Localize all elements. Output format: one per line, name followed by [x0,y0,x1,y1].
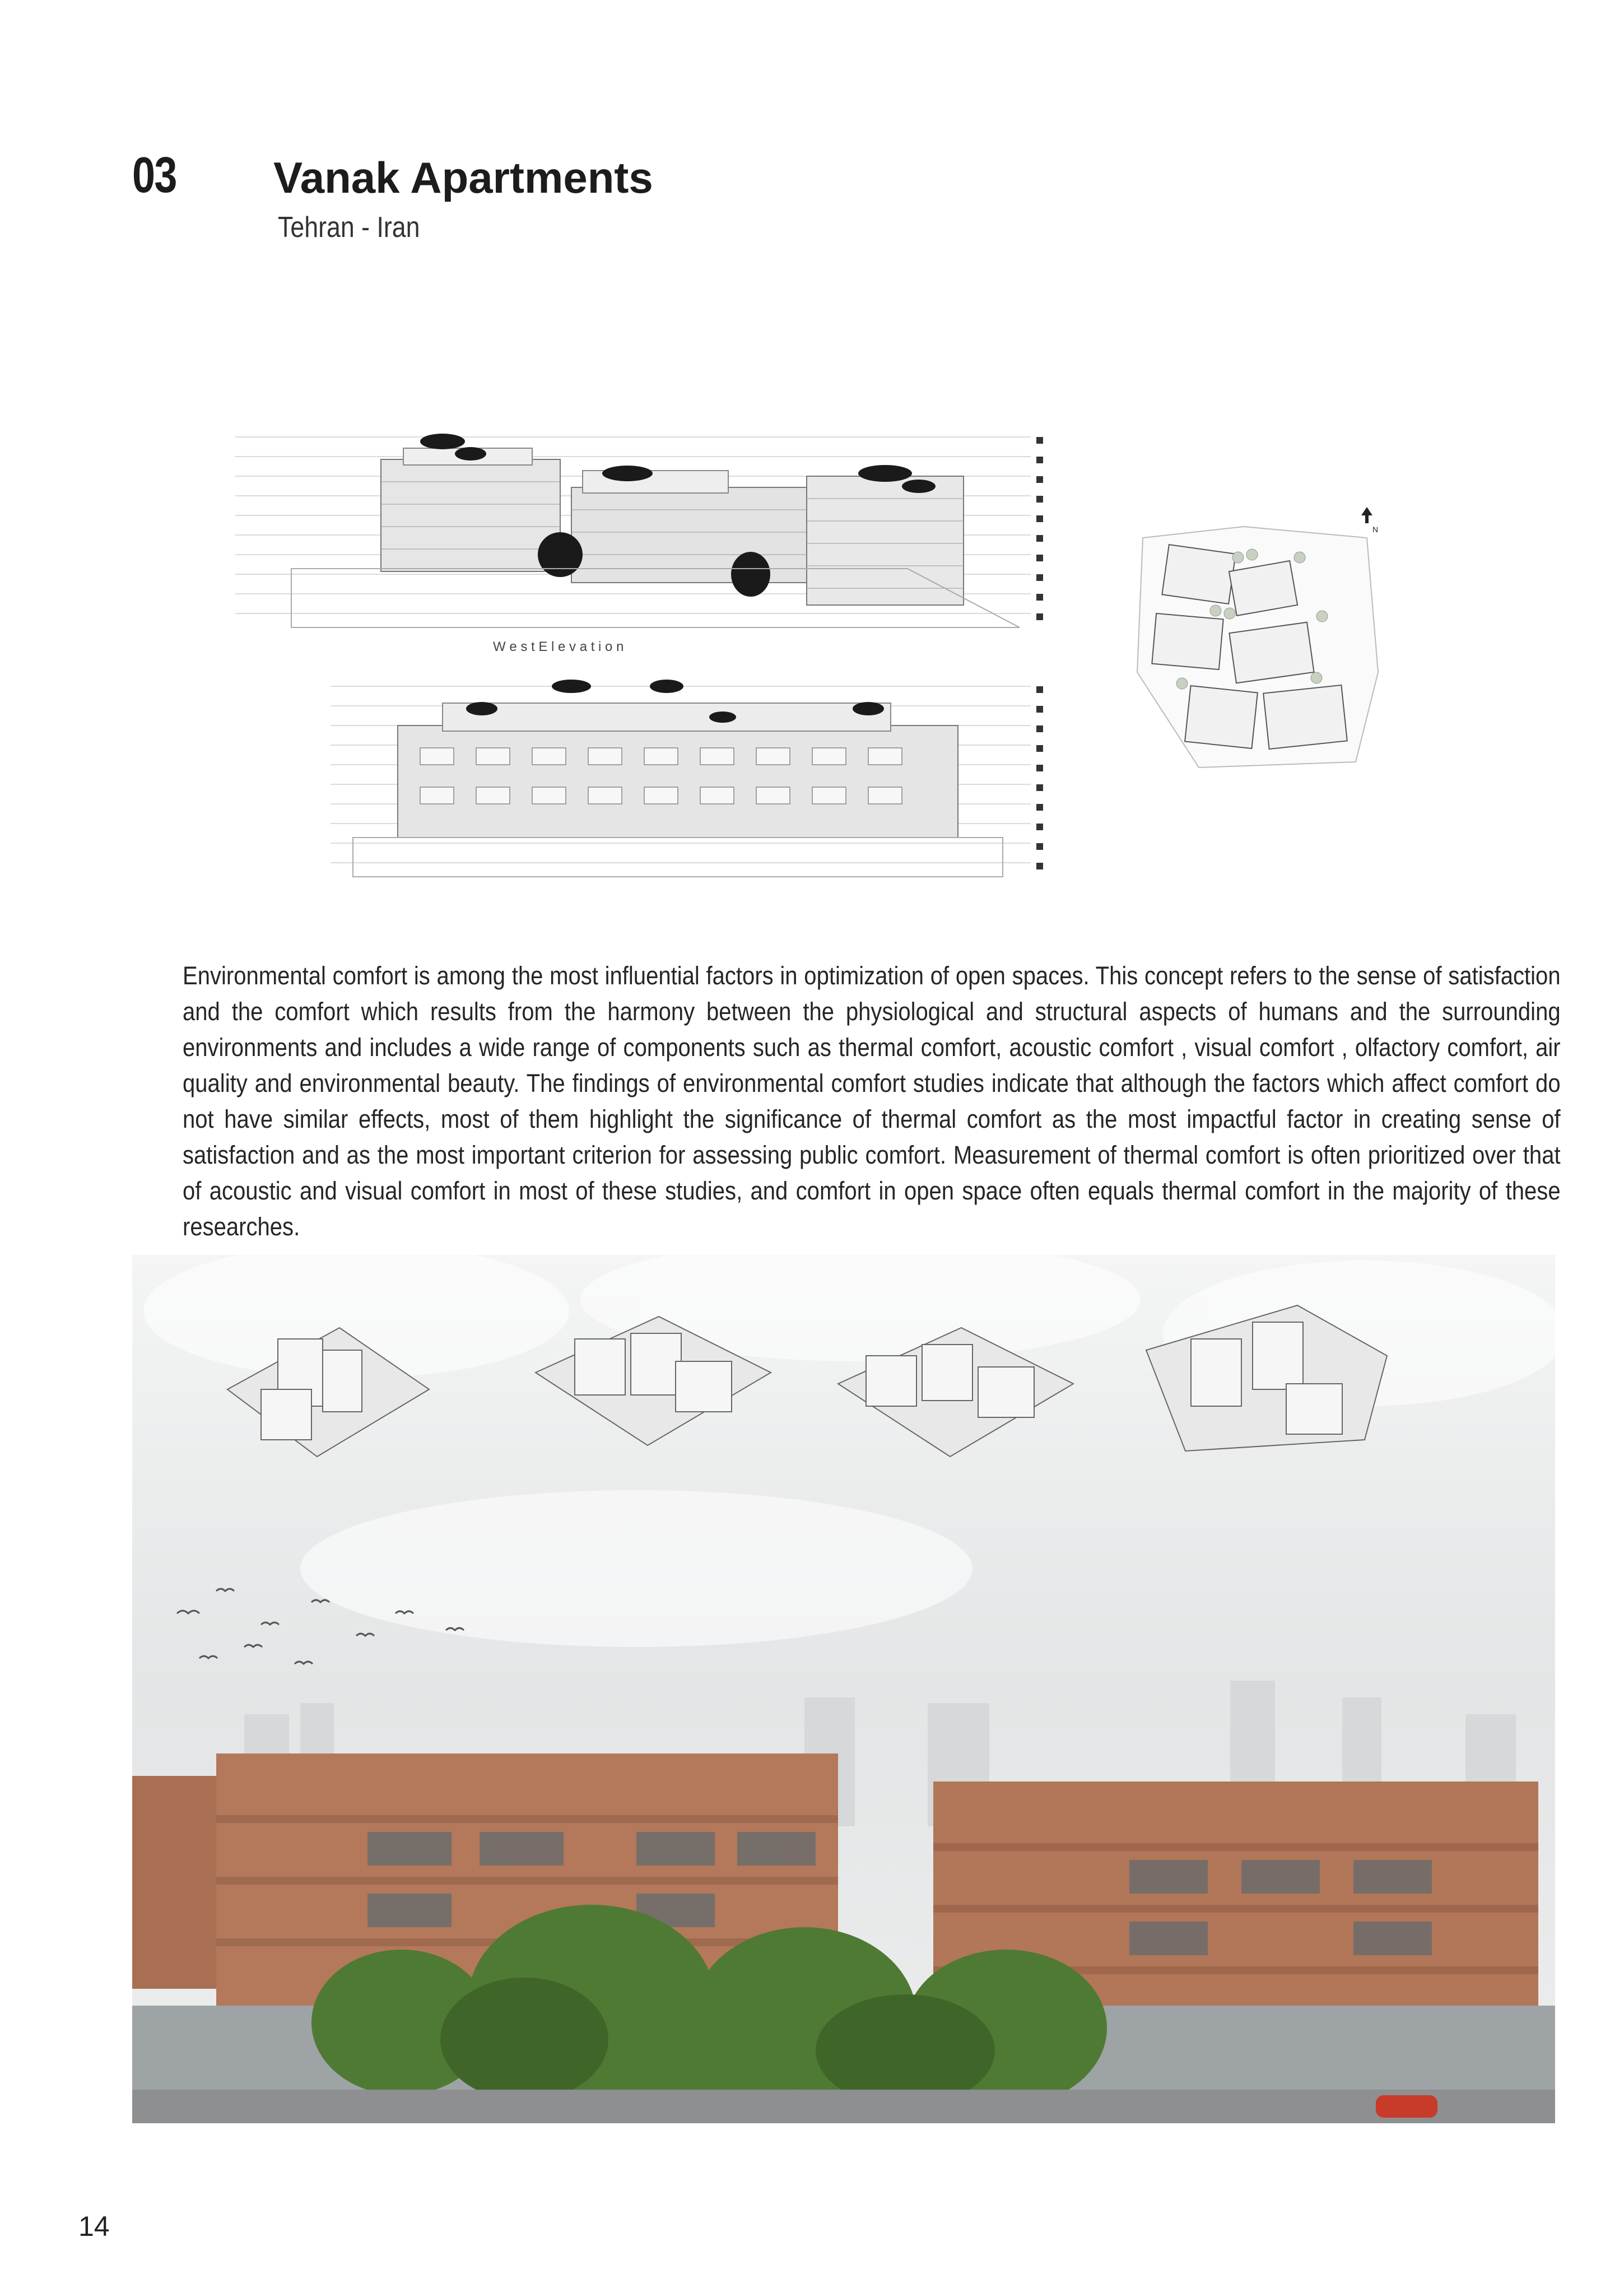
page-number: 14 [78,2211,110,2242]
north-arrow-label: N [1372,525,1379,534]
site-plan-drawing [1132,504,1389,784]
project-rendering [132,1255,1555,2123]
west-elevation-drawing [235,426,1087,661]
west-elevation-label: W e s t E l e v a t i o n [493,639,624,654]
body-paragraph: Environmental comfort is among the most influential factors in optimization of open spaces. This concept refers to the sense of satisfaction and the comfort which results from the harmony between the physiological and structural aspects of humans and the surrounding environments and includes a wide range of components such as thermal comfort, acoustic comfort , visual comfort , olfactory comfort, air quality and environmental beauty. The findings of environmental comfort studies indicate that although the factors which affect comfort do not have similar effects, most of them highlight the significance of thermal comfort as the most impactful factor in creating sense of satisfaction and as the most important criterion for assessing public comfort. Measurement of thermal comfort is often prioritized over that of acoustic and visual comfort in most of these studies, and comfort in open space often equals thermal comfort in the majority of these researches. [183,961,1561,1241]
project-title: Vanak Apartments [273,153,653,202]
project-location: Tehran - Iran [278,211,420,244]
south-elevation-drawing [331,675,1087,888]
project-number: 03 [132,147,176,203]
